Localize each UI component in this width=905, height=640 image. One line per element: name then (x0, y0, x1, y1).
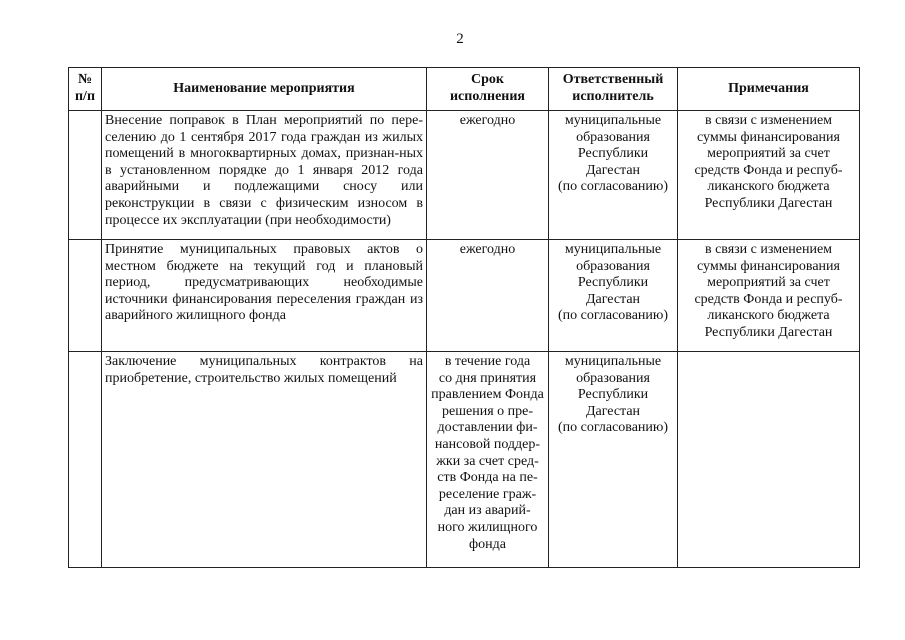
responsible-cell: муниципальные образования Республики Дагестан (по согласованию) (549, 352, 678, 568)
term-cell: ежегодно (427, 111, 549, 240)
header-number: № п/п (69, 68, 102, 111)
table-row (69, 111, 860, 240)
table-row (69, 240, 860, 352)
measure-name-cell: Принятие муниципальных правовых актов о местном бюджете на текущий год и плановый период, предусматривающих необходимые источники финансирования переселения граждан из аварийного жилищного фонда (102, 240, 427, 352)
row-number-cell (69, 111, 102, 240)
row-number-cell (69, 240, 102, 352)
header-term: Срок исполнения (427, 68, 549, 111)
row-number-cell (69, 352, 102, 568)
notes-cell (678, 352, 860, 568)
responsible-cell: муниципальные образования Республики Дагестан (по согласованию) (549, 240, 678, 352)
notes-cell: в связи с изменением суммы финансирования мероприятий за счет средств Фонда и респуб- ликанского бюджета Республики Дагестан (678, 240, 860, 352)
measure-name-cell: Заключение муниципальных контрактов на приобретение, строительство жилых помещений (102, 352, 427, 568)
notes-cell: в связи с изменением суммы финансирования мероприятий за счет средств Фонда и респуб- ликанского бюджета Республики Дагестан (678, 111, 860, 240)
term-cell: ежегодно (427, 240, 549, 352)
header-notes: Примечания (678, 68, 860, 111)
term-cell: в течение года со дня принятия правлением Фонда решения о пре- доставлении фи- нансовой поддер- жки за счет сред- ств Фонда на пе- реселение граж- дан из аварий- ного жилищного фонда (427, 352, 549, 568)
header-responsible: Ответственный исполнитель (549, 68, 678, 111)
measures-table (68, 67, 860, 568)
table-row (69, 352, 860, 568)
responsible-cell: муниципальные образования Республики Дагестан (по согласованию) (549, 111, 678, 240)
table-header-row (69, 68, 860, 111)
page-number: 2 (456, 31, 464, 47)
header-measure-name: Наименование мероприятия (102, 68, 427, 111)
measure-name-cell: Внесение поправок в План мероприятий по пере-селению до 1 сентября 2017 года граждан из жилых помещений в многоквартирных домах, признан-ных в установленном порядке до 1 января 2012 года аварийными и подлежащими сносу или реконструкции в связи с физическим износом в процессе их эксплуатации (при необходимости) (102, 111, 427, 240)
